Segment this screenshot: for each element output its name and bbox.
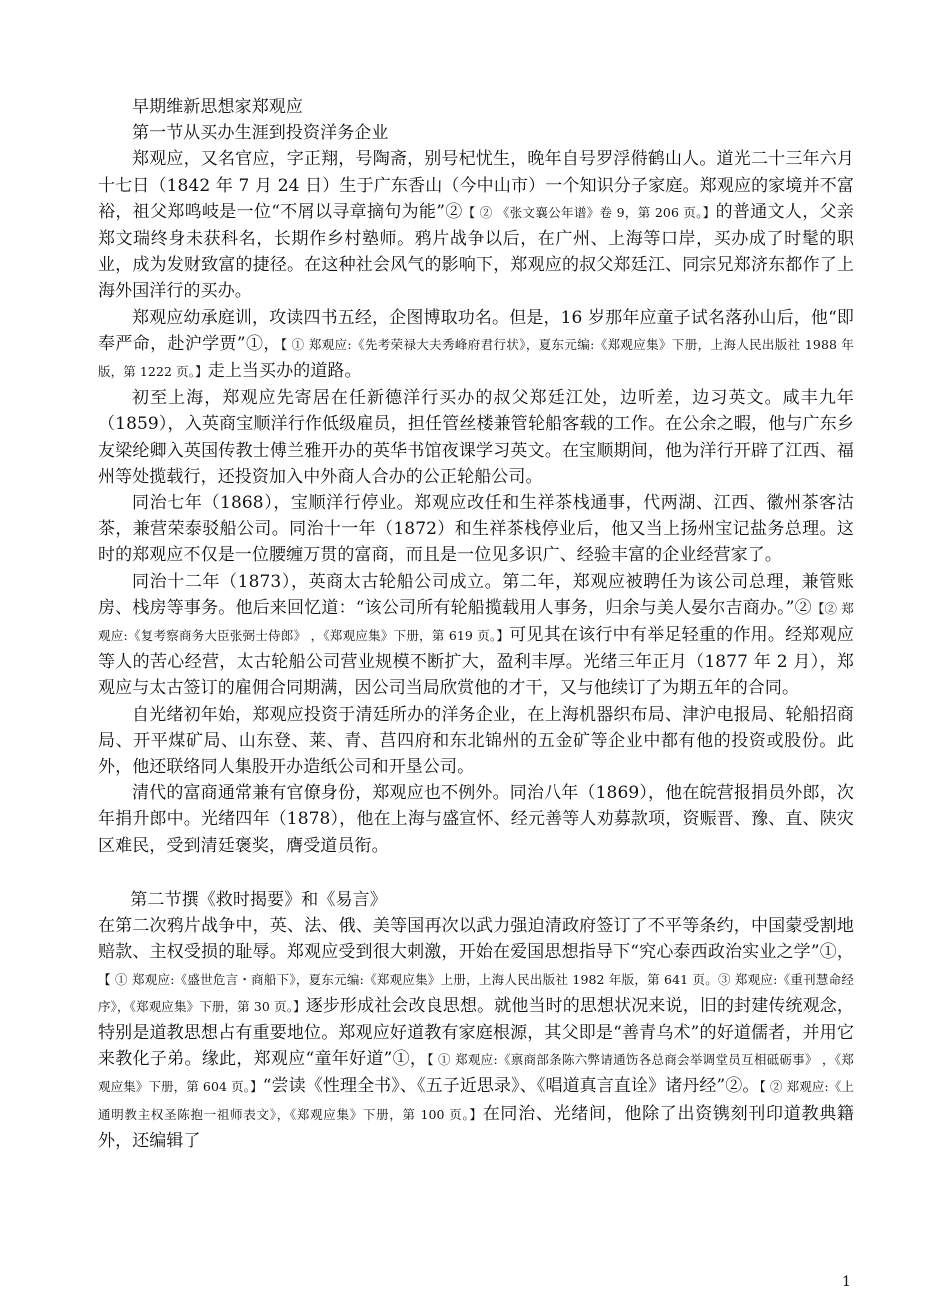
paragraph: [98, 913, 854, 1154]
document-body: [98, 94, 854, 1154]
section-1-heading: 第一节从买办生涯到投资洋务企业: [132, 123, 389, 144]
footnote: 【 ① 郑观应:《盛世危言・商船下》，夏东元编:《郑观应集》上册，上海人民出版社 1982 年版，第 641 页。③ 郑观应:《重刊慧命经序》，《郑观应集》下册，第 30 页。】: [98, 971, 854, 1014]
paragraph: 同治七年（1868），宝顺洋行停业。郑观应改任和生祥茶栈通事，代两湖、江西、徽州茶客沽茶，兼营荣泰驳船公司。同治十一年（1872）和生祥茶栈停业后，他又当上扬州宝记盐务总理。这时的郑观应不仅是一位腰缠万贯的富商，而且是一位见多识广、经验丰富的企业经营家了。: [98, 493, 854, 566]
paragraph-text: “尝读《性理全书》、《五子近思录》、《唱道真言直诠》诸丹经”②。: [262, 1076, 760, 1097]
paragraph: [98, 146, 854, 304]
footnote: 【② 郑观应:《复考察商务大臣张弼士侍郎》 ，《郑观应集》下册，第 619 页。】: [98, 600, 855, 644]
paragraph-text: 可见其在该行中有举足轻重的作用。经郑观应等人的苦心经营，太古轮船公司营业规模不断扩大，盈利丰厚。光绪三年正月（1877 年 2 月），郑观应与太古签订的雇佣合同期满，因公司当局欣赏他的才干，又与他续订了为期五年的合同。: [98, 625, 854, 699]
document-title: 早期维新思想家郑观应: [132, 97, 303, 117]
paragraph: 初至上海，郑观应先寄居在任新德洋行买办的叔父郑廷江处，边听差，边习英文。咸丰九年（1859），入英商宝顺洋行作低级雇员，担任管丝楼兼管轮船客载的工作。在公余之暇，他与广东乡友梁纶卿入英国传教士傅兰雅开办的英华书馆夜课学习英文。在宝顺期间，他为洋行开辟了江西、福州等处揽载行，还投资加入中外商人合办的公正轮船公司。: [98, 388, 854, 487]
paragraph-text: 的普通文人，父亲郑文瑞终身未获科名，长期作乡村塾师。鸦片战争以后，在广州、上海等口岸，买办成了时髦的职业，成为发财致富的捷径。在这种社会风气的影响下，郑观应的叔父郑廷江、同宗兄郑济东都作了上海外国洋行的买办。: [98, 201, 854, 302]
section-2-heading: 第二节撰《救时揭要》和《易言》: [130, 889, 387, 910]
paragraph: 自光绪初年始，郑观应投资于清廷所办的洋务企业，在上海机器织布局、津沪电报局、轮船招商局、开平煤矿局、山东登、莱、青、莒四府和东北锦州的五金矿等企业中都有他的投资或股份。此外，他还联络同人集股开办造纸公司和开垦公司。: [98, 704, 854, 778]
paragraph-text: 郑观应，又名官应，字正翔，号陶斋，别号杞忧生，晚年自号罗浮偫鹤山人。道光二十三年六月十七日（1842 年 7 月 24 日）生于广东香山（今中山市）一个知识分子家庭。郑观应的家境并不富裕，祖父郑鸣岐是一位“不屑以寻章摘句为能”②: [98, 149, 854, 222]
footnote: 【 ② 《张文襄公年谱》卷 9，第 206 页。】: [462, 204, 716, 220]
paragraph: [98, 305, 854, 386]
page-number: 1: [842, 1274, 851, 1290]
paragraph-text: 在第二次鸦片战争中，英、法、俄、美等国再次以武力强迫清政府签订了不平等条约，中国蒙受割地赔款、主权受损的耻辱。郑观应受到很大刺激，开始在爱国思想指导下“究心泰西政治实业之学”①，: [98, 916, 854, 963]
paragraph-text: 在同治、光绪间，他除了出资镌刻刊印道教典籍外，还编辑了: [98, 1103, 854, 1151]
paragraph-text: 郑观应幼承庭训，攻读四书五经，企图博取功名。但是，16 岁那年应童子试名落孙山后，他“即奉严命，赴沪学贾”①，: [98, 307, 854, 354]
footnote: 【 ① 郑观应:《先考荣禄大夫秀峰府君行状》，夏东元编:《郑观应集》下册，上海人民出版社 1988 年版，第 1222 页。】: [98, 336, 854, 380]
paragraph-text: 逐步形成社会改良思想。就他当时的思想状况来说，旧的封建传统观念，特别是道教思想占有重要地位。郑观应好道教有家庭根源，其父即是“善青乌术”的好道儒者，并用它来教化子弟。缘此，郑观应“童年好道”①，: [98, 995, 855, 1070]
paragraph-text: 同治十二年（1873），英商太古轮船公司成立。第二年，郑观应被聘任为该公司总理，兼管账房、栈房等事务。他后来回忆道：“该公司所有轮船揽载用人事务，归余与美人晏尔吉商办。”②: [98, 571, 854, 618]
footnote: 【 ① 郑观应:《禀商部条陈六弊请通饬各总商会举调堂员互相砥砺事》 ，《郑观应集》下册，第 604 页。】: [98, 1052, 854, 1095]
paragraph-text: 走上当买办的道路。: [207, 361, 362, 382]
footnote: 【 ② 郑观应:《上通明教主权圣陈抱一祖师表文》，《郑观应集》下册，第 100 页。】: [98, 1079, 854, 1122]
paragraph: [98, 569, 854, 702]
paragraph: 清代的富商通常兼有官僚身份，郑观应也不例外。同治八年（1869），他在皖营报捐员外郎，次年捐升郎中。光绪四年（1878），他在上海与盛宣怀、经元善等人劝募款项，资赈晋、豫、直、陕灾区难民，受到清廷褒奖，膺受道员衔。: [98, 783, 854, 856]
